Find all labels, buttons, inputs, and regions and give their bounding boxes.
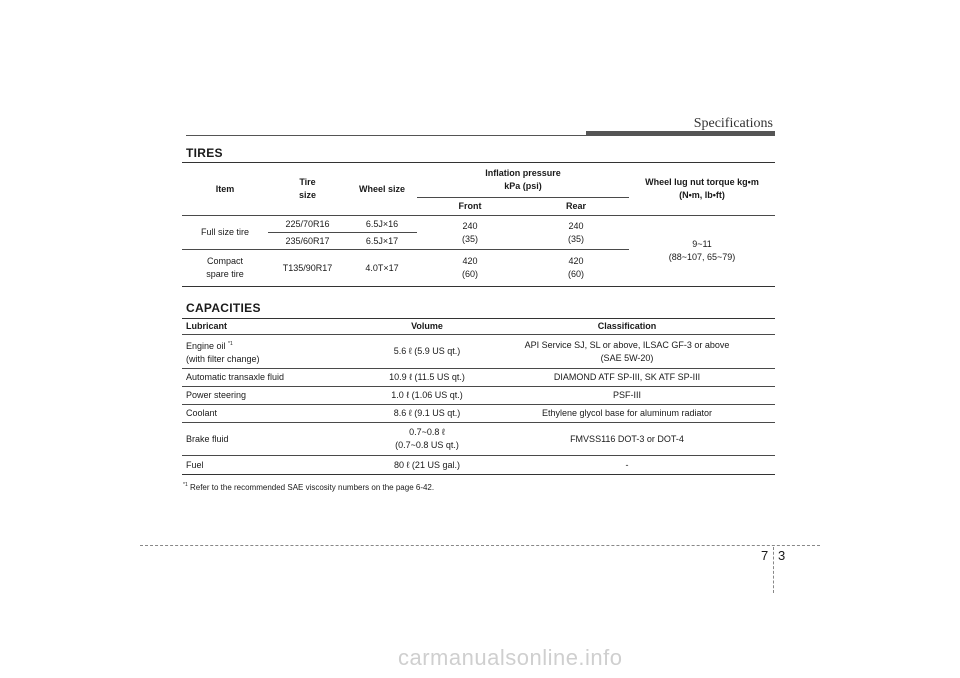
cell-rear: 420 (60): [523, 250, 629, 287]
cell-lubricant: Coolant: [182, 405, 375, 423]
footnote: [183, 482, 434, 492]
cell-classification: Ethylene glycol base for aluminum radiator: [479, 405, 775, 423]
header-tire-size: Tire size: [268, 163, 347, 216]
header-wheel-size: Wheel size: [347, 163, 417, 216]
capacities-section-title: CAPACITIES: [186, 301, 261, 315]
cell-volume: 0.7~0.8 ℓ (0.7~0.8 US qt.): [375, 423, 479, 456]
header-classification: Classification: [479, 319, 775, 335]
cell-tire-size: 225/70R16: [268, 216, 347, 233]
cell-volume: 8.6 ℓ (9.1 US qt.): [375, 405, 479, 423]
capacities-table: [182, 318, 775, 475]
footnote-text: Refer to the recommended SAE viscosity numbers on the page 6-42.: [189, 483, 435, 492]
cell-classification: DIAMOND ATF SP-III, SK ATF SP-III: [479, 369, 775, 387]
footer-dashed-divider: [773, 547, 774, 593]
chapter-number: 7: [761, 548, 769, 563]
tires-table: [182, 162, 775, 287]
header-inflation-pressure: Inflation pressure kPa (psi): [417, 163, 629, 198]
table-row: [182, 387, 775, 405]
cell-item: Full size tire: [182, 216, 268, 250]
cell-classification: -: [479, 456, 775, 475]
cell-lubricant: Brake fluid: [182, 423, 375, 456]
footer-dashed-rule: [140, 545, 820, 546]
cell-classification: API Service SJ, SL or above, ILSAC GF-3 or above (SAE 5W-20): [479, 335, 775, 369]
tires-section-title: TIRES: [186, 146, 223, 160]
cell-rear: 240 (35): [523, 216, 629, 250]
page-header-title: Specifications: [693, 116, 773, 131]
cell-lubricant: Engine oil $^{*1}$ (with filter change): [182, 335, 375, 369]
cell-front: 240 (35): [417, 216, 523, 250]
header-item: Item: [182, 163, 268, 216]
table-row: [182, 216, 775, 233]
watermark: carmanualsonline.info: [398, 645, 623, 670]
header-rule-accent: [586, 131, 775, 136]
header-rear: Rear: [523, 198, 629, 216]
cell-item: Compact spare tire: [182, 250, 268, 287]
cell-classification: FMVSS116 DOT-3 or DOT-4: [479, 423, 775, 456]
cell-volume: 80 ℓ (21 US gal.): [375, 456, 479, 475]
table-row: [182, 405, 775, 423]
cell-volume: 10.9 ℓ (11.5 US qt.): [375, 369, 479, 387]
cell-volume: 1.0 ℓ (1.06 US qt.): [375, 387, 479, 405]
table-row: [182, 335, 775, 369]
cell-wheel-size: 4.0T×17: [347, 250, 417, 287]
cell-wheel-size: 6.5J×17: [347, 233, 417, 250]
cell-tire-size: 235/60R17: [268, 233, 347, 250]
footnote-marker: *1: [183, 482, 188, 488]
header-volume: Volume: [375, 319, 479, 335]
cell-lubricant: Power steering: [182, 387, 375, 405]
cell-lubricant: Fuel: [182, 456, 375, 475]
cell-lubricant: Automatic transaxle fluid: [182, 369, 375, 387]
cell-front: 420 (60): [417, 250, 523, 287]
header-front: Front: [417, 198, 523, 216]
table-row: [182, 369, 775, 387]
cell-tire-size: T135/90R17: [268, 250, 347, 287]
page-number: 3: [778, 548, 786, 563]
table-row: [182, 456, 775, 475]
table-row: [182, 423, 775, 456]
header-lug-nut-torque: Wheel lug nut torque kg•m (N•m, lb•ft): [629, 163, 775, 216]
cell-torque: 9~11 (88~107, 65~79): [629, 216, 775, 287]
header-lubricant: Lubricant: [182, 319, 375, 335]
cell-classification: PSF-III: [479, 387, 775, 405]
cell-volume: 5.6 ℓ (5.9 US qt.): [375, 335, 479, 369]
cell-wheel-size: 6.5J×16: [347, 216, 417, 233]
